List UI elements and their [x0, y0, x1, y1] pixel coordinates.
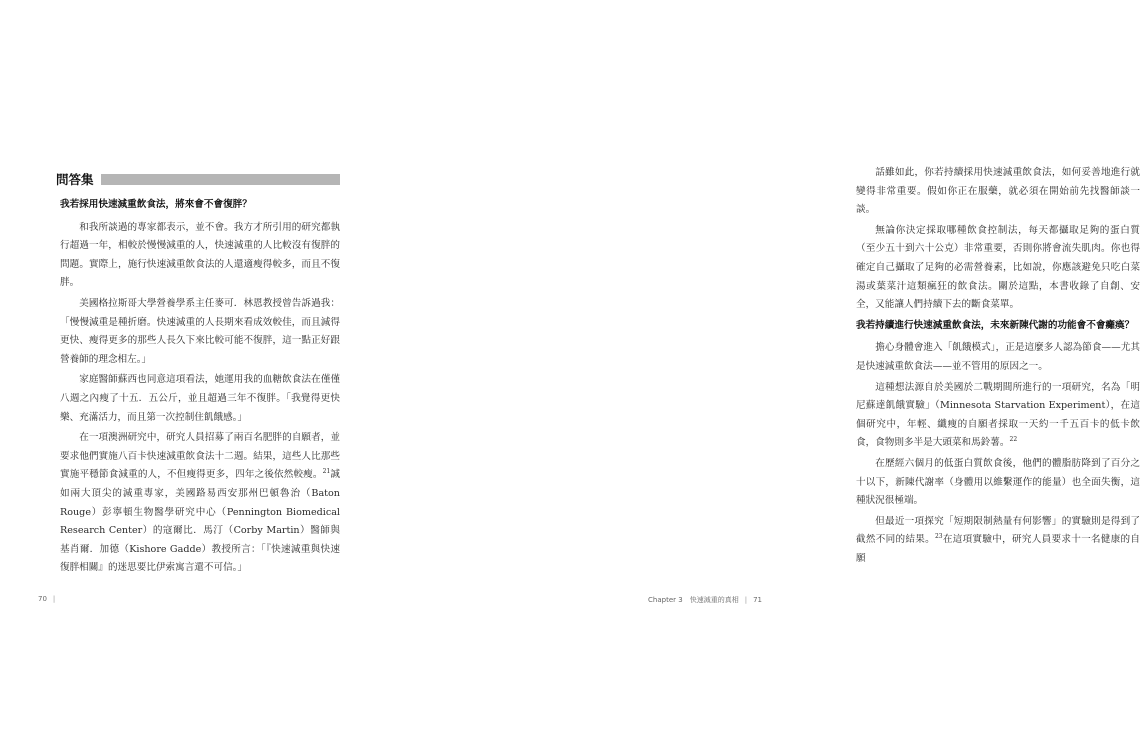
paragraph — [60, 429, 340, 578]
paragraph-text: 這種想法源自於美國於二戰期間所進行的一項研究，名為「明尼蘇達飢餓實驗」（Minnesota Starvation Experiment），在這個研究中，年輕、纖瘦的自願者採取一天約一千五百卡的低卡飲食，食物則多半是大頭菜和馬鈴薯。 — [856, 381, 1140, 449]
running-head: Chapter 3 快速減重的真相 — [648, 596, 739, 604]
paragraph-text: 在一項澳洲研究中，研究人員招募了兩百名肥胖的自願者，並要求他們實施八百卡快速減重飲食法十二週。結果，這些人比那些實施平穩節食減重的人，不但瘦得更多，四年之後依然較瘦。 — [60, 432, 340, 481]
footnote-ref: 23 — [934, 533, 943, 541]
section-header — [56, 172, 340, 186]
paragraph — [856, 379, 1140, 453]
footnote-ref: 22 — [1009, 436, 1018, 444]
paragraph-text: 但最近一項探究「短期限制熱量有何影響」的實驗則是得到了截然不同的結果。 — [856, 515, 1140, 546]
page-number: 70 — [38, 595, 47, 603]
paragraph: 家庭醫師蘇西也同意這項看法，她運用我的血糖飲食法在僅僅八週之內瘦了十五．五公斤，並且超過三年不復胖。「我覺得更快樂、充滿活力，而且第一次控制住飢餓感。」 — [60, 374, 340, 423]
left-column — [60, 196, 340, 580]
paragraph — [856, 513, 1140, 569]
paragraph-text: 誠如兩大頂尖的減重專家，美國路易西安那州巴頓魯治（Baton Rouge）彭寧頓生物醫學研究中心（Pennington Biomedical Research Center）的寇爾比．馬汀（Corby Martin）醫師與基肖爾．加德（Kishore Gadde）教授所言：「『快速減重與快速復胖相關』的迷思要比伊索寓言還不可信。」 — [60, 469, 341, 574]
paragraph: 美國格拉斯哥大學營養學系主任麥可．林恩教授曾告訴過我：「慢慢減重是種折磨。快速減重的人長期來看成效較佳，而且減得更快、瘦得更多的那些人長久下來比較可能不復胖，這一點正好跟營養師的理念相左。」 — [60, 297, 340, 365]
question-heading: 我若採用快速減重飲食法，將來會不會復胖？ — [60, 199, 252, 210]
section-title-bar — [101, 174, 340, 185]
left-page — [0, 0, 400, 744]
page-number: 71 — [753, 596, 762, 604]
folio-divider: | — [744, 596, 748, 604]
left-folio — [38, 595, 61, 603]
folio-divider: | — [52, 595, 56, 603]
paragraph: 和我所談過的專家都表示，並不會。我方才所引用的研究都執行超過一年，相較於慢慢減重的人，快速減重的人比較沒有復胖的問題。實際上，施行快速減重飲食法的人還適瘦得較多，而且不復胖。 — [60, 221, 340, 289]
paragraph-text: 在這項實驗中，研究人員要求十一名健康的自願 — [856, 534, 1140, 564]
paragraph: 擔心身體會進入「飢餓模式」，正是這麼多人認為節食——尤其是快速減重飲食法——並不管用的原因之一。 — [856, 342, 1140, 372]
paragraph: 在歷經六個月的低蛋白質飲食後，他們的體脂肪降到了百分之十以下，新陳代謝率（身體用以維繫運作的能量）也全面失衡，這種狀況很極端。 — [856, 457, 1140, 507]
paragraph: 無論你決定採取哪種飲食控制法，每天都攝取足夠的蛋白質（至少五十到六十公克）非常重要，否則你將會流失肌肉。你也得確定自己攝取了足夠的必需營養素，比如說，你應該避免只吃白菜湯或葉菜汁這類瘋狂的飲食法。關於這點，本書收錄了自創、安全，又能讓人們持續下去的斷食菜單。 — [856, 224, 1140, 311]
question-heading: 我若持續進行快速減重飲食法，未來新陳代謝的功能會不會癱瘓？ — [856, 319, 1135, 331]
right-page — [400, 0, 1140, 744]
footnote-ref: 21 — [322, 468, 331, 476]
section-title: 問答集 — [56, 172, 94, 187]
right-column — [856, 164, 1140, 570]
right-folio — [648, 595, 762, 605]
paragraph: 話雖如此，你若持續採用快速減重飲食法，如何妥善地進行就變得非常重要。假如你正在服藥，就必須在開始前先找醫師談一談。 — [856, 167, 1140, 216]
